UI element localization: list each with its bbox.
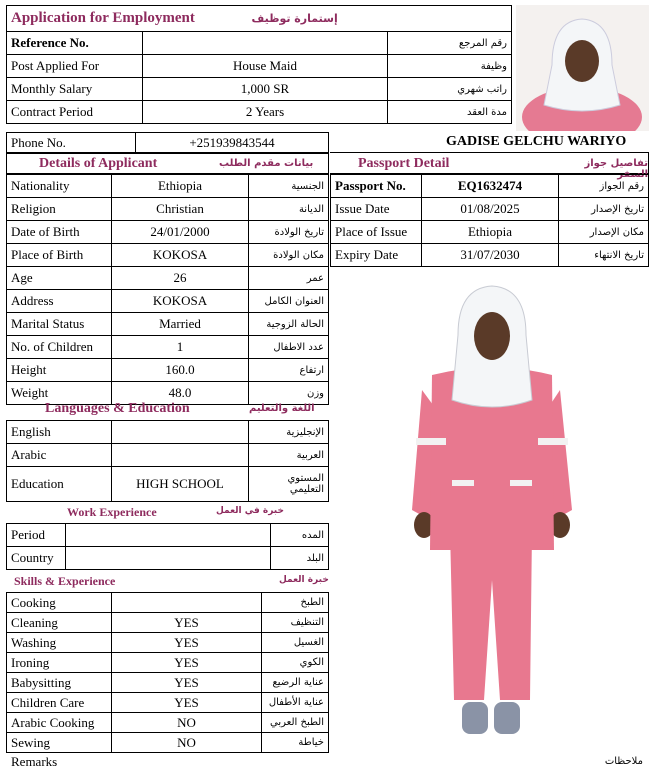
row-label: Height bbox=[7, 359, 112, 382]
passport-row bbox=[331, 244, 649, 267]
row-label-ar: مكان الولادة bbox=[249, 244, 329, 267]
row-label: Education bbox=[7, 467, 112, 502]
row-value: NO bbox=[112, 713, 262, 733]
row-label: Marital Status bbox=[7, 313, 112, 336]
row-label-ar: رقم الجواز bbox=[559, 175, 649, 198]
row-label: Sewing bbox=[7, 733, 112, 753]
passport-row bbox=[331, 175, 649, 198]
row-value bbox=[66, 524, 271, 547]
row-label-ar: الجنسية bbox=[249, 175, 329, 198]
row-value: Christian bbox=[112, 198, 249, 221]
row-label: Period bbox=[7, 524, 66, 547]
row-label-ar: ارتفاع bbox=[249, 359, 329, 382]
languages-header bbox=[6, 398, 329, 420]
row-value: KOKOSA bbox=[112, 290, 249, 313]
row-value: 1,000 SR bbox=[143, 78, 388, 101]
row-label-ar: تاريخ الانتهاء bbox=[559, 244, 649, 267]
row-value: KOKOSA bbox=[112, 244, 249, 267]
row-label: Ironing bbox=[7, 653, 112, 673]
row-label-ar: عناية الرضيع bbox=[262, 673, 329, 693]
row-label-ar: راتب شهري bbox=[388, 78, 512, 101]
header-row bbox=[7, 101, 512, 124]
row-label-ar: التنظيف bbox=[262, 613, 329, 633]
passport-table bbox=[330, 174, 649, 267]
row-value bbox=[112, 421, 249, 444]
title-en: Application for Employment bbox=[11, 10, 195, 26]
full-name: GADISE GELCHU WARIYO bbox=[446, 134, 627, 149]
row-value bbox=[112, 444, 249, 467]
full-body-photo bbox=[392, 280, 592, 745]
row-value: 2 Years bbox=[143, 101, 388, 124]
passport-header bbox=[330, 152, 649, 180]
row-label: Address bbox=[7, 290, 112, 313]
row-label: Washing bbox=[7, 633, 112, 653]
phone-label: Phone No. bbox=[7, 133, 136, 154]
work-row bbox=[7, 547, 329, 570]
header-row bbox=[7, 55, 512, 78]
row-label-ar: رقم المرجع bbox=[388, 32, 512, 55]
row-label-ar: الإنجليزية bbox=[249, 421, 329, 444]
phone-row bbox=[6, 132, 329, 154]
applicant-table bbox=[6, 174, 329, 405]
row-value: 1 bbox=[112, 336, 249, 359]
row-label: Country bbox=[7, 547, 66, 570]
row-value bbox=[112, 593, 262, 613]
row-value: 31/07/2030 bbox=[422, 244, 559, 267]
skills-row bbox=[7, 673, 329, 693]
applicant-header bbox=[6, 152, 329, 174]
row-value: YES bbox=[112, 653, 262, 673]
person-photo-icon bbox=[392, 280, 592, 745]
row-value: EQ1632474 bbox=[422, 175, 559, 198]
skills-row bbox=[7, 713, 329, 733]
row-label: Arabic bbox=[7, 444, 112, 467]
row-label-ar: وظيفة bbox=[388, 55, 512, 78]
headshot-photo bbox=[516, 5, 649, 131]
row-value: 24/01/2000 bbox=[112, 221, 249, 244]
passport-row bbox=[331, 198, 649, 221]
row-label: Cooking bbox=[7, 593, 112, 613]
row-label: Passport No. bbox=[331, 175, 422, 198]
row-value: YES bbox=[112, 613, 262, 633]
skills-title-en: Skills & Experience bbox=[14, 574, 116, 588]
title-ar: إستمارة توظيف bbox=[251, 11, 338, 25]
row-value: 48.0 bbox=[112, 382, 249, 405]
row-label-ar: عناية الأطفال bbox=[262, 693, 329, 713]
header-row bbox=[7, 32, 512, 55]
row-value: YES bbox=[112, 633, 262, 653]
row-label: Cleaning bbox=[7, 613, 112, 633]
languages-row bbox=[7, 467, 329, 502]
row-label: Place of Issue bbox=[331, 221, 422, 244]
row-label: Age bbox=[7, 267, 112, 290]
skills-header bbox=[6, 571, 329, 591]
row-label-ar: الكوي bbox=[262, 653, 329, 673]
passport-title-ar: تفاصيل جواز السفر bbox=[584, 158, 648, 180]
applicant-row bbox=[7, 221, 329, 244]
languages-table bbox=[6, 420, 329, 502]
applicant-row bbox=[7, 359, 329, 382]
row-value: 26 bbox=[112, 267, 249, 290]
row-label-ar: البلد bbox=[271, 547, 329, 570]
row-label: Arabic Cooking bbox=[7, 713, 112, 733]
remarks-label: Remarks bbox=[11, 754, 58, 769]
row-label-ar: العربية bbox=[249, 444, 329, 467]
header-table bbox=[6, 5, 512, 124]
row-label: Reference No. bbox=[7, 32, 143, 55]
row-label-ar: تاريخ الولادة bbox=[249, 221, 329, 244]
header-row bbox=[7, 78, 512, 101]
languages-row bbox=[7, 421, 329, 444]
work-title-en: Work Experience bbox=[67, 505, 157, 519]
row-value: HIGH SCHOOL bbox=[112, 467, 249, 502]
row-label-ar: الديانة bbox=[249, 198, 329, 221]
applicant-row bbox=[7, 313, 329, 336]
row-label-ar: الطبخ العربي bbox=[262, 713, 329, 733]
skills-title-ar: خبرة العمل bbox=[279, 575, 329, 585]
row-value: Ethiopia bbox=[422, 221, 559, 244]
row-value: YES bbox=[112, 693, 262, 713]
row-label: Post Applied For bbox=[7, 55, 143, 78]
applicant-row bbox=[7, 175, 329, 198]
row-label: Religion bbox=[7, 198, 112, 221]
row-label: Place of Birth bbox=[7, 244, 112, 267]
work-title-ar: خبرة في العمل bbox=[216, 506, 284, 516]
languages-title-en: Languages & Education bbox=[45, 401, 190, 416]
skills-row bbox=[7, 613, 329, 633]
work-header bbox=[6, 502, 329, 522]
applicant-title-en: Details of Applicant bbox=[39, 156, 158, 171]
row-label: English bbox=[7, 421, 112, 444]
applicant-title-ar: بيانات مقدم الطلب bbox=[219, 158, 314, 169]
passport-title-en: Passport Detail bbox=[358, 156, 450, 171]
row-label-ar: الغسيل bbox=[262, 633, 329, 653]
row-label-ar: مدة العقد bbox=[388, 101, 512, 124]
row-value: YES bbox=[112, 673, 262, 693]
header-title-row bbox=[7, 6, 512, 32]
row-label-ar: الحالة الزوجية bbox=[249, 313, 329, 336]
row-label-ar: مكان الإصدار bbox=[559, 221, 649, 244]
skills-table bbox=[6, 592, 329, 753]
row-value: NO bbox=[112, 733, 262, 753]
row-label: Weight bbox=[7, 382, 112, 405]
row-label: Children Care bbox=[7, 693, 112, 713]
work-row bbox=[7, 524, 329, 547]
applicant-row bbox=[7, 290, 329, 313]
row-label: Date of Birth bbox=[7, 221, 112, 244]
languages-row bbox=[7, 444, 329, 467]
row-value: 01/08/2025 bbox=[422, 198, 559, 221]
row-label: Issue Date bbox=[331, 198, 422, 221]
phone-value: +251939843544 bbox=[136, 133, 329, 154]
row-value: Married bbox=[112, 313, 249, 336]
row-label-ar: وزن bbox=[249, 382, 329, 405]
row-label-ar: تاريخ الإصدار bbox=[559, 198, 649, 221]
row-label: Contract Period bbox=[7, 101, 143, 124]
applicant-row bbox=[7, 244, 329, 267]
skills-row bbox=[7, 653, 329, 673]
row-label-ar: عمر bbox=[249, 267, 329, 290]
row-label-ar: المستوي التعليمي bbox=[249, 467, 329, 502]
applicant-row bbox=[7, 198, 329, 221]
row-label: Expiry Date bbox=[331, 244, 422, 267]
languages-title-ar: اللغة والتعليم bbox=[249, 403, 315, 414]
row-value bbox=[143, 32, 388, 55]
skills-row bbox=[7, 633, 329, 653]
row-value: 160.0 bbox=[112, 359, 249, 382]
applicant-row bbox=[7, 267, 329, 290]
row-label: Nationality bbox=[7, 175, 112, 198]
row-value: Ethiopia bbox=[112, 175, 249, 198]
headshot-icon bbox=[516, 5, 649, 131]
row-value bbox=[66, 547, 271, 570]
remarks-label-ar: ملاحظات bbox=[604, 756, 643, 767]
work-table bbox=[6, 523, 329, 570]
skills-row bbox=[7, 593, 329, 613]
applicant-row bbox=[7, 336, 329, 359]
skills-row bbox=[7, 693, 329, 713]
passport-row bbox=[331, 221, 649, 244]
row-label-ar: الطبخ bbox=[262, 593, 329, 613]
skills-row bbox=[7, 733, 329, 753]
row-label: Babysitting bbox=[7, 673, 112, 693]
row-label-ar: عدد الاطفال bbox=[249, 336, 329, 359]
remarks-row bbox=[6, 751, 649, 773]
row-label-ar: المده bbox=[271, 524, 329, 547]
row-label-ar: خياطة bbox=[262, 733, 329, 753]
row-label: No. of Children bbox=[7, 336, 112, 359]
row-value: House Maid bbox=[143, 55, 388, 78]
row-label: Monthly Salary bbox=[7, 78, 143, 101]
row-label-ar: العنوان الكامل bbox=[249, 290, 329, 313]
